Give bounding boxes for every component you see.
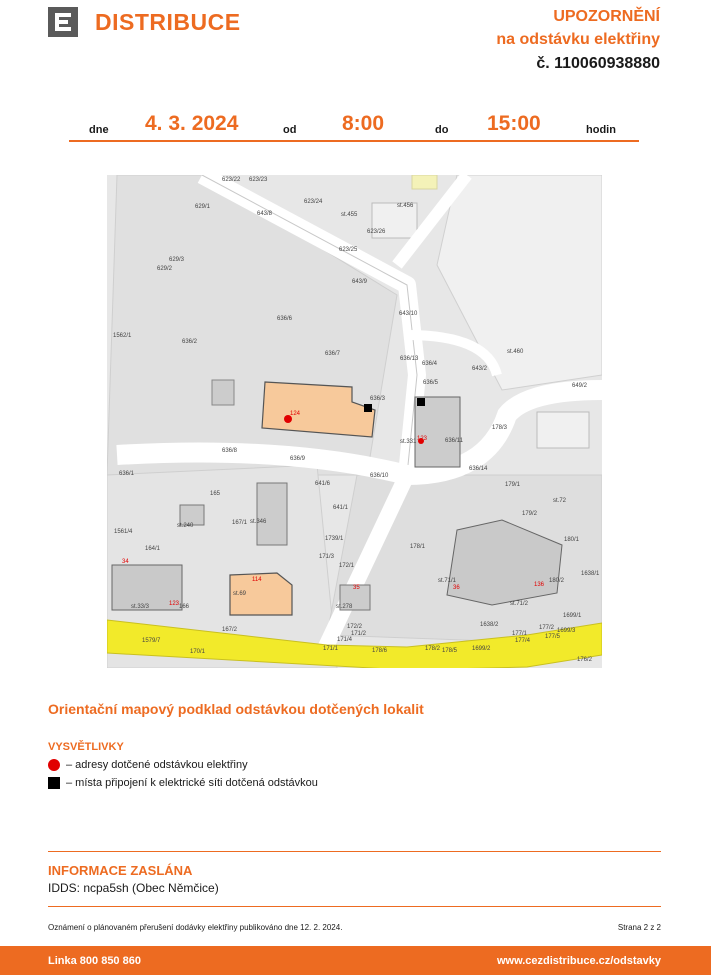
svg-text:623/22: 623/22	[222, 177, 241, 183]
svg-text:643/8: 643/8	[257, 211, 273, 217]
svg-text:180/2: 180/2	[549, 578, 565, 584]
svg-text:167/2: 167/2	[222, 627, 238, 633]
cez-logo-icon	[48, 7, 78, 37]
svg-text:1638/2: 1638/2	[480, 622, 499, 628]
brand-name: DISTRIBUCE	[95, 8, 241, 35]
svg-text:171/4: 171/4	[337, 637, 353, 643]
svg-text:178/5: 178/5	[442, 648, 458, 654]
svg-text:1638/1: 1638/1	[581, 571, 600, 577]
svg-text:114: 114	[252, 577, 262, 583]
info-title: INFORMACE ZASLÁNA	[48, 863, 193, 878]
svg-text:1561/4: 1561/4	[114, 529, 133, 535]
svg-text:636/9: 636/9	[290, 456, 306, 462]
svg-text:1562/1: 1562/1	[113, 333, 132, 339]
svg-text:st.455: st.455	[341, 212, 358, 218]
svg-text:st.331: st.331	[400, 439, 417, 445]
publication-note: Oznámení o plánovaném přerušení dodávky elektřiny publikováno dne 12. 2. 2024.	[48, 923, 343, 932]
svg-text:172/2: 172/2	[347, 624, 363, 630]
svg-text:177/2: 177/2	[539, 625, 555, 631]
svg-text:1739/1: 1739/1	[325, 536, 344, 542]
svg-text:177/1: 177/1	[512, 631, 528, 637]
to-label: do	[435, 124, 449, 136]
svg-text:636/4: 636/4	[422, 361, 438, 367]
svg-text:st.240: st.240	[177, 523, 194, 529]
svg-text:1699/1: 1699/1	[563, 613, 582, 619]
cez-logo	[48, 7, 241, 37]
divider-bottom	[48, 906, 661, 907]
svg-text:636/2: 636/2	[182, 339, 198, 345]
notice-number: č. 110060938880	[536, 55, 660, 72]
svg-text:165: 165	[210, 491, 221, 497]
svg-text:636/14: 636/14	[469, 466, 488, 472]
divider-top	[48, 851, 661, 852]
page-number: Strana 2 z 2	[617, 923, 661, 932]
svg-text:35: 35	[353, 585, 360, 591]
svg-text:st.346: st.346	[250, 519, 267, 525]
svg-text:st.456: st.456	[397, 203, 414, 209]
red-dot-icon	[48, 759, 60, 771]
svg-text:st.460: st.460	[507, 349, 524, 355]
svg-text:623/23: 623/23	[249, 177, 268, 183]
map-caption: Orientační mapový podklad odstávkou dotčených lokalit	[48, 701, 424, 717]
svg-text:124: 124	[290, 411, 301, 417]
svg-text:st.278: st.278	[336, 604, 353, 610]
svg-text:170/1: 170/1	[190, 649, 206, 655]
svg-text:179/1: 179/1	[505, 482, 521, 488]
notice-title: UPOZORNĚNÍ	[553, 8, 660, 25]
svg-text:636/10: 636/10	[370, 473, 389, 479]
svg-text:136: 136	[534, 582, 545, 588]
svg-text:123: 123	[169, 601, 180, 607]
from-label: od	[283, 124, 297, 136]
notice-header	[496, 6, 660, 76]
svg-text:623/24: 623/24	[304, 199, 323, 205]
date-label: dne	[89, 124, 109, 136]
svg-text:179/2: 179/2	[522, 511, 538, 517]
svg-text:172/1: 172/1	[339, 563, 355, 569]
legend-text-addresses: – adresy dotčené odstávkou elektřiny	[66, 759, 248, 771]
svg-text:643/9: 643/9	[352, 279, 368, 285]
svg-text:629/2: 629/2	[157, 266, 173, 272]
svg-text:649/2: 649/2	[572, 383, 588, 389]
svg-text:177/4: 177/4	[515, 638, 531, 644]
svg-text:643/10: 643/10	[399, 311, 418, 317]
svg-text:177/5: 177/5	[545, 634, 561, 640]
svg-text:178/6: 178/6	[372, 648, 388, 654]
svg-text:636/8: 636/8	[222, 448, 238, 454]
svg-text:st.69: st.69	[233, 591, 247, 597]
svg-text:636/5: 636/5	[423, 380, 439, 386]
legend-item-addresses	[48, 759, 248, 771]
schedule-row	[69, 114, 639, 142]
svg-text:166: 166	[179, 604, 190, 610]
hours-label: hodin	[586, 124, 616, 136]
svg-text:643/2: 643/2	[472, 366, 488, 372]
svg-text:636/3: 636/3	[370, 396, 386, 402]
outage-map	[107, 175, 602, 668]
svg-text:178/2: 178/2	[425, 646, 441, 652]
svg-text:st.71/2: st.71/2	[510, 601, 529, 607]
outage-to-time: 15:00	[487, 112, 541, 135]
website-link[interactable]: www.cezdistribuce.cz/odstavky	[496, 955, 661, 967]
svg-text:636/7: 636/7	[325, 351, 341, 357]
svg-text:1699/2: 1699/2	[472, 646, 491, 652]
svg-text:629/1: 629/1	[195, 204, 211, 210]
svg-text:636/6: 636/6	[277, 316, 293, 322]
svg-text:641/1: 641/1	[333, 505, 349, 511]
svg-text:180/1: 180/1	[564, 537, 580, 543]
hotline-text: Linka 800 850 860	[48, 955, 141, 967]
svg-text:st.72: st.72	[553, 498, 567, 504]
legend-title: VYSVĚTLIVKY	[48, 741, 124, 753]
svg-text:636/13: 636/13	[400, 356, 419, 362]
black-square-icon	[48, 777, 60, 789]
svg-text:623/26: 623/26	[367, 229, 386, 235]
svg-text:167/1: 167/1	[232, 520, 248, 526]
svg-text:636/1: 636/1	[119, 471, 135, 477]
svg-text:171/1: 171/1	[323, 646, 339, 652]
svg-text:st.71/1: st.71/1	[438, 578, 457, 584]
svg-text:171/2: 171/2	[351, 631, 367, 637]
svg-text:623/25: 623/25	[339, 247, 358, 253]
footer-bar	[0, 946, 711, 975]
outage-from-time: 8:00	[342, 112, 385, 135]
svg-text:636/11: 636/11	[445, 438, 463, 444]
notice-subtitle: na odstávku elektřiny	[496, 31, 660, 48]
svg-text:176/2: 176/2	[577, 657, 593, 663]
svg-text:36: 36	[453, 585, 460, 591]
svg-text:123: 123	[417, 436, 428, 442]
svg-text:164/1: 164/1	[145, 546, 161, 552]
svg-text:34: 34	[122, 559, 129, 565]
svg-text:st.33/3: st.33/3	[131, 604, 150, 610]
svg-text:1579/7: 1579/7	[142, 638, 161, 644]
outage-date: 4. 3. 2024	[145, 112, 239, 135]
legend-item-connections	[48, 777, 318, 789]
svg-text:171/3: 171/3	[319, 554, 335, 560]
info-recipient: IDDS: ncpa5sh (Obec Němčice)	[48, 881, 219, 895]
svg-text:178/1: 178/1	[410, 544, 426, 550]
svg-text:629/3: 629/3	[169, 257, 185, 263]
svg-text:178/3: 178/3	[492, 425, 508, 431]
svg-text:1699/3: 1699/3	[557, 628, 576, 634]
svg-text:641/6: 641/6	[315, 481, 331, 487]
legend-text-connections: – místa připojení k elektrické síti dotčená odstávkou	[66, 777, 318, 789]
